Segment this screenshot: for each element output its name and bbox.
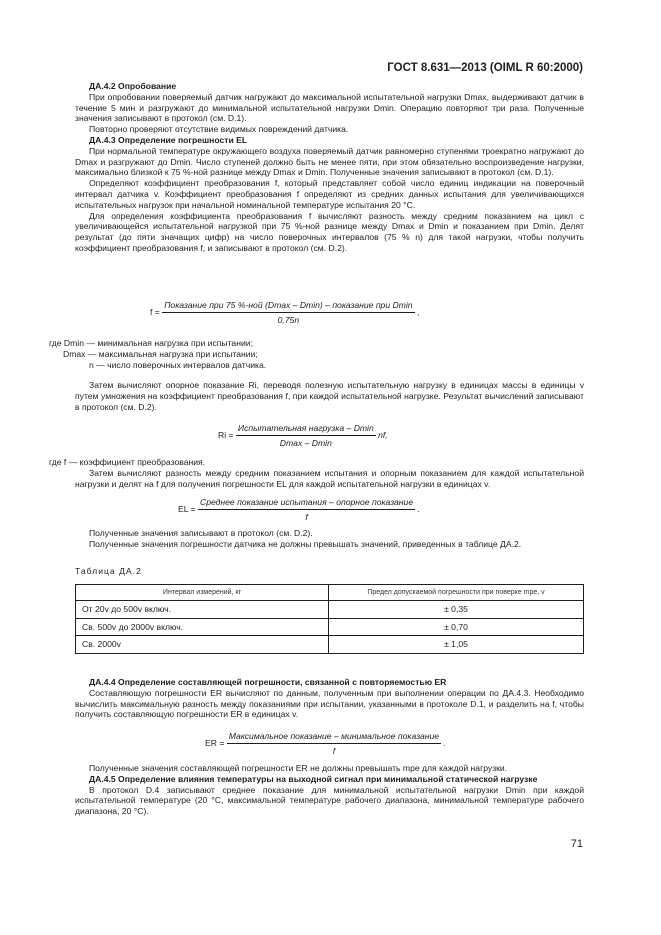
table-cell: ± 1,05 <box>329 636 584 654</box>
tolerance-table <box>75 584 584 654</box>
definition-item: где Dmin — минимальная нагрузка при испытании; <box>49 338 253 348</box>
table-cell: ± 0,35 <box>329 601 584 619</box>
definition-item: Dmax — максимальная нагрузка при испытании; <box>63 349 258 359</box>
formula-end: , <box>416 306 420 317</box>
section-heading-da-4-2: ДА.4.2 Опробование <box>89 81 177 91</box>
formula-denominator: Dmax – Dmin <box>279 438 332 448</box>
formula-fraction <box>198 497 415 522</box>
formula-numerator: Среднее показание испытания – опорное показание <box>198 497 415 510</box>
formula-end: . <box>443 737 446 748</box>
paragraph-block <box>75 468 584 490</box>
table-header-cell: Интервал измерений, кг <box>76 585 329 601</box>
formula-fraction <box>236 423 376 448</box>
table-row <box>76 601 584 619</box>
paragraph: где f — коэффициент преобразования. <box>49 457 206 467</box>
table-cell: Св. 2000v <box>76 636 329 654</box>
paragraph: Для определения коэффициента преобразования f вычисляют разность между средним показанием на цикл с увеличивающейся испытательной нагрузкой при 75 %-ной разнице между Dmax и Dmin и показанием при Dmin. Делят результат (до пяти значащих цифр) на число поверочных интервалов (75 % n) для такой нагрузки, чтобы получить коэффициент преобразования f, и записывают в протокол (см. D.2). <box>75 210 584 253</box>
formula-lhs: EL = <box>178 503 196 514</box>
paragraph: Составляющую погрешности ER вычисляют по данным, полученным при выполнении операции по ДА.4.3. Необходимо вычислить максимальную разность между показаниями при испытании, указанными в протоколе D.1, и разделить на f, чтобы получить составляющую погрешности ER в единицах v. <box>75 687 584 720</box>
paragraph-block <box>49 457 584 468</box>
formula-lhs: f = <box>150 306 160 317</box>
paragraph: Затем вычисляют опорное показание Ri, переводя полезную испытательную нагрузку в единицах массы в единицы v путем умножения на коэффициент преобразования f, при каждой испытательной нагрузке. Результат вычислений записывают в протокол (см. D.2). <box>75 380 584 412</box>
paragraph: При опробовании поверяемый датчик нагружают до максимальной испытательной нагрузки Dmax, выдерживают датчик в течение 5 мин и разгружают до минимальной испытательной нагрузки Dmin. Операцию повторяют три раза. Полученные значения записывают в протокол (см. D.1). <box>75 91 584 124</box>
paragraph: Полученные значения погрешности датчика не должны превышать значений, приведенных в таблице ДА.2. <box>89 538 522 549</box>
formula-end: . <box>417 503 420 514</box>
page-number: 71 <box>570 838 583 850</box>
formula-lhs: Ri = <box>218 429 234 440</box>
definitions-list <box>49 338 266 371</box>
table-row <box>76 636 584 654</box>
formula-error-el <box>178 497 420 522</box>
definition-item: n — число поверочных интервалов датчика. <box>89 360 267 370</box>
table-cell: От 20v до 500v включ. <box>76 601 329 619</box>
table-cell: ± 0,70 <box>329 618 584 636</box>
table-row <box>76 618 584 636</box>
formula-tail: nf, <box>378 429 388 440</box>
table-header-cell: Предел допускаемой погрешности при поверке mpe, v <box>329 585 584 601</box>
lower-text-block <box>75 677 584 720</box>
paragraph: Полученные значения составляющей погрешности ER не должны превышать mpe для каждой нагрузки. <box>89 763 508 773</box>
paragraph: Повторно проверяют отсутствие видимых повреждений датчика. <box>89 124 349 135</box>
section-heading-da-4-4: ДА.4.4 Определение составляющей погрешности, связанной с повторяемостью ER <box>89 677 447 687</box>
formula-denominator: 0,75n <box>277 315 300 325</box>
formula-fraction <box>227 731 441 756</box>
upper-text-block <box>75 81 584 254</box>
paragraph-block <box>75 380 584 412</box>
formula-numerator: Максимальное показание – минимальное показание <box>227 731 441 744</box>
paragraph: Полученные значения записывают в протокол (см. D.2). <box>89 528 313 538</box>
paragraph: Затем вычисляют разность между средним показанием испытания и опорным показанием для каждой испытательной нагрузки и делят на f для получения погрешности EL для каждой испытательной нагрузки в единицах v. <box>75 468 584 489</box>
table-caption: Таблица ДА.2 <box>75 566 142 576</box>
formula-numerator: Испытательная нагрузка – Dmin <box>236 423 376 436</box>
formula-denominator: f <box>305 512 308 522</box>
formula-reference-indication <box>218 423 388 448</box>
section-heading-da-4-5: ДА.4.5 Определение влияния температуры на выходной сигнал при минимальной статической нагрузке <box>89 773 538 784</box>
table-header-row <box>76 585 584 601</box>
formula-numerator: Показание при 75 %-ной (Dmax – Dmin) – показание при Dmin <box>162 300 414 313</box>
paragraph-block <box>75 528 584 550</box>
section-heading-da-4-3: ДА.4.3 Определение погрешности EL <box>89 134 248 145</box>
page-header: ГОСТ 8.631—2013 (OIML R 60:2000) <box>387 62 583 74</box>
formula-fraction <box>162 300 414 325</box>
formula-conversion-factor <box>150 300 419 325</box>
paragraph: В протокол D.4 записывают среднее показание для минимальной испытательной нагрузки Dmin при каждой испытательной температуре (20 °С, максимальной температуре рабочего диапазона, минимальной температуре рабочего диапазона, 20 °С). <box>75 784 584 817</box>
lower-text-block-2 <box>75 763 584 817</box>
formula-lhs: ER = <box>205 737 225 748</box>
formula-error-er <box>205 731 446 756</box>
paragraph: При нормальной температуре окружающего воздуха поверяемый датчик равномерно ступенями троекратно нагружают до Dmax и разгружают до Dmin. Число ступеней должно быть не менее пяти, при этом обязательно воспроизведение нагрузки, максимально близкой к 75 %-ной разнице между Dmax и Dmin. Полученные значения записывают в протокол (см. D.1). <box>75 145 584 178</box>
table-cell: Св. 500v до 2000v включ. <box>76 618 329 636</box>
paragraph: Определяют коэффициент преобразования f, который представляет собой число единиц индикации на поверочный интервал датчика v. Коэффициент преобразования f определяют из средних данных испытания для увеличивающихся испытательных нагрузок при начальной номинальной температуре испытания 20 °С. <box>75 178 584 210</box>
formula-denominator: f <box>332 746 336 756</box>
